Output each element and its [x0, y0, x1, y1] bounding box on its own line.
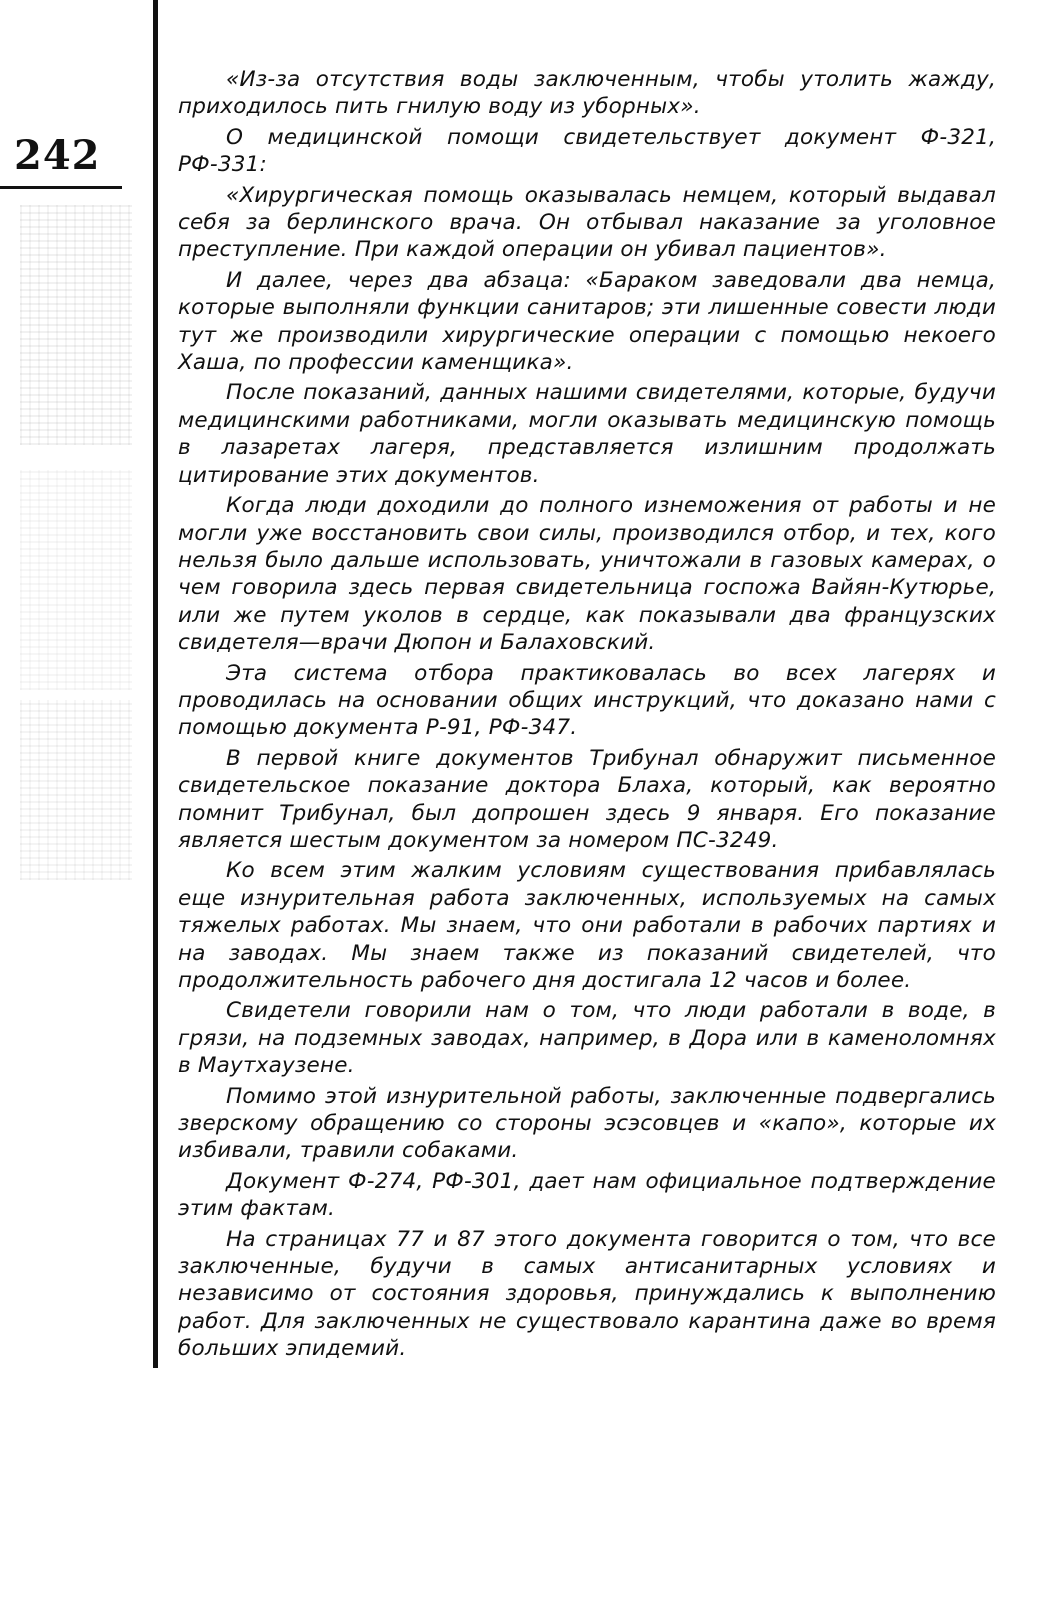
- paragraph: «Хирургическая помощь оказывалась немцем, который выдавал себя за берлинского врача. Он отбывал наказание за уголовное преступление. При каждой операции он убивал пациентов».: [178, 182, 996, 263]
- body-text: [178, 66, 996, 1366]
- margin-scan-artifact: [20, 700, 132, 880]
- page-number-rule: [0, 186, 122, 189]
- paragraph: Документ Ф-274, РФ-301, дает нам официальное подтверждение этим фактам.: [178, 1168, 996, 1222]
- paragraph: На страницах 77 и 87 этого документа говорится о том, что все заключенные, будучи в самых антисанитарных условиях и независимо от состояния здоровья, принуждались к выполнению работ. Для заключенных не существовало карантина даже во время больших эпидемий.: [178, 1226, 996, 1362]
- paragraph: «Из-за отсутствия воды заключенным, чтобы утолить жажду, приходилось пить гнилую воду из уборных».: [178, 67, 996, 120]
- page-number: 242: [14, 132, 101, 179]
- paragraph: Когда люди доходили до полного изнеможения от работы и не могли уже восстановить свои силы, производился отбор, и тех, кого нельзя было дальше использовать, уничтожали в газовых камерах, о чем говорила здесь первая свидетельница госпожа Вайян-Кутюрье, или же путем уколов в сердце, как показывали два французских свидетеля—врачи Дюпон и Балаховский.: [178, 493, 996, 656]
- paragraph: В первой книге документов Трибунал обнаружит письменное свидетельское показание доктора Блаха, который, как вероятно помнит Трибунал, был допрошен здесь 9 января. Его показание является шестым документом за номером ПС-3249.: [178, 745, 996, 853]
- paragraph: Свидетели говорили нам о том, что люди работали в воде, в грязи, на подземных заводах, например, в Дора или в каменоломнях в Маутхаузене.: [178, 998, 996, 1079]
- paragraph: Эта система отбора практиковалась во всех лагерях и проводилась на основании общих инструкций, что доказано нами с помощью документа Р-91, РФ-347.: [178, 660, 996, 741]
- paragraph: О медицинской помощи свидетельствует документ Ф-321, РФ-331:: [178, 124, 996, 178]
- paragraph: После показаний, данных нашими свидетелями, которые, будучи медицинскими работниками, могли оказывать медицинскую помощь в лазаретах лагеря, представляется излишним продолжать цитирование этих документов.: [178, 380, 996, 488]
- paragraph: Помимо этой изнурительной работы, заключенные подвергались зверскому обращению со стороны эсэсовцев и «капо», которые их избивали, травили собаками.: [178, 1083, 996, 1164]
- margin-scan-artifact: [20, 205, 132, 445]
- paragraph: И далее, через два абзаца: «Бараком заведовали два немца, которые выполняли функции санитаров; эти лишенные совести люди тут же производили хирургические операции с помощью некоего Хаша, по профессии каменщика».: [178, 267, 996, 376]
- paragraph: Ко всем этим жалким условиям существования прибавлялась еще изнурительная работа заключенных, используемых на самых тяжелых работах. Мы знаем, что они работали в рабочих партиях и на заводах. Мы знаем также из показаний свидетелей, что продолжительность рабочего дня достигала 12 часов и более.: [178, 858, 996, 993]
- vertical-rule: [153, 0, 158, 1368]
- margin-scan-artifact: [20, 470, 132, 690]
